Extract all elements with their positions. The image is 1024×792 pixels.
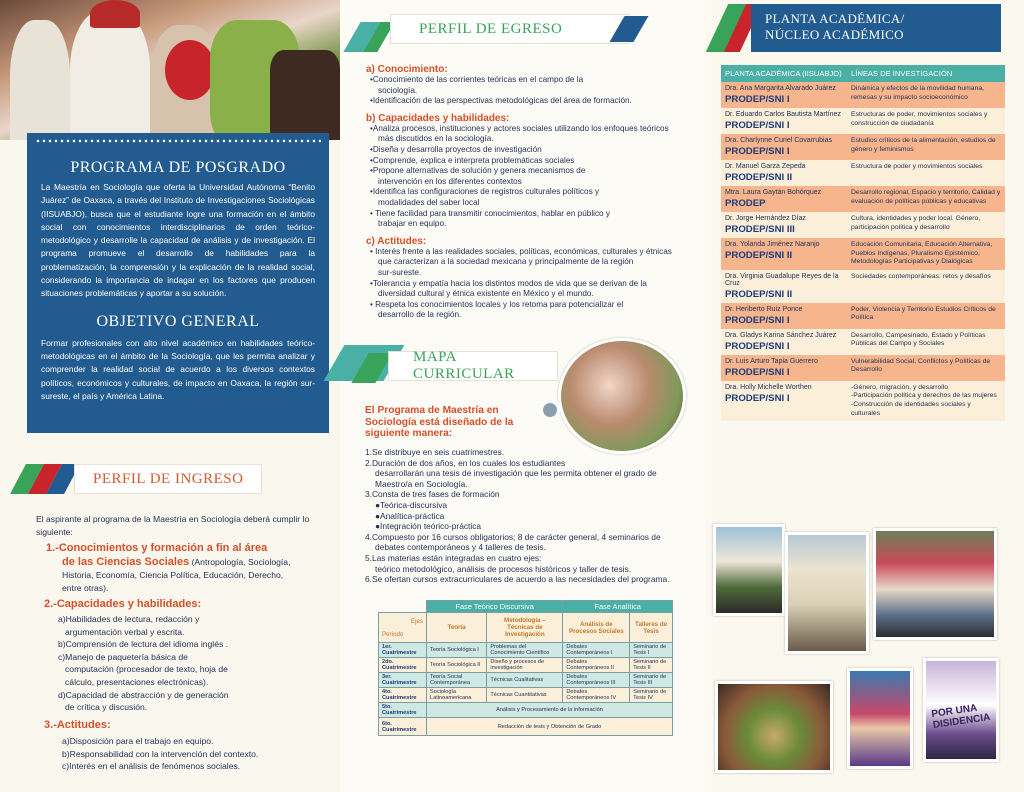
table-cell: Problemas del Conocimiento Científico <box>487 643 563 658</box>
list-item: •Comprende, explica e interpreta problemáticas sociales <box>370 155 575 165</box>
curriculum-table <box>378 600 673 736</box>
faculty-name: Dr. Jorge Hernández Díaz <box>725 215 806 222</box>
faculty-tag: PRODEP/SNI I <box>725 314 790 326</box>
faculty-name-cell <box>721 303 847 329</box>
faculty-tag: PRODEP/SNI II <box>725 250 793 261</box>
faculty-table <box>721 65 1005 421</box>
col-header: Metodología – Técnicas de Investigación <box>487 613 563 643</box>
research-lines: Estructuras de poder, movimientos sociales y construcción de ciudadanía <box>847 108 1005 134</box>
faculty-tag: PRODEP/SNI II <box>725 288 793 300</box>
egreso-content <box>366 64 701 321</box>
faculty-tag: PRODEP <box>725 198 766 209</box>
list-item: trabajar en equipo. <box>378 219 447 229</box>
protest-banner-text: POR UNA DISIDENCIA <box>930 702 992 731</box>
col-header: Análisis de Procesos Sociales <box>563 613 630 643</box>
list-item: 4.Compuesto por 16 cursos obligatorios; 8 de carácter general, 4 seminarios de <box>365 531 661 542</box>
ingreso-1-line3: entre otras). <box>62 583 109 593</box>
list-item: intervención en los diferentes contextos <box>378 176 522 186</box>
list-item: •Tolerancia y empatía hacia los distintos modos de vida que se derivan de la <box>370 278 647 288</box>
ingreso-1-line2: Historia, Economía, Ciencia Política, Educación, Derecho, <box>62 570 284 580</box>
posgrado-box <box>27 133 329 433</box>
faculty-tag: PRODEP/SNI I <box>725 392 790 404</box>
faculty-name: Dra. Holly Michelle Worthen <box>725 383 812 391</box>
period-cell: 5to. Cuatrimestre <box>379 703 427 718</box>
dotted-border-top <box>35 139 321 143</box>
egreso-c-title: c) Actitudes: <box>366 235 427 247</box>
list-item: 1.Se distribuye en seis cuatrimestres. <box>365 447 505 457</box>
research-lines: Poder, Violencia y Territorio Estudios Críticos de Política <box>847 303 1005 329</box>
list-item: modalidades del saber local <box>378 197 480 207</box>
photo-women <box>847 668 913 769</box>
list-item: cálculo, presentaciones electrónicas). <box>65 676 209 687</box>
list-item: •Analiza procesos, instituciones y actores sociales utilizando los enfoques teóricos <box>370 123 669 133</box>
list-item: 6.Se ofertan cursos extracurriculares de acuerdo a las necesidades del programa. <box>365 574 670 585</box>
table-cell: Debates Contemporáneos IV <box>563 688 630 703</box>
faculty-name: Dr. Luis Arturo Tapia Guerrero <box>725 357 818 365</box>
faculty-tag: PRODEP/SNI I <box>725 120 790 131</box>
table-cell: Teoría Sociológica II <box>427 658 487 673</box>
research-lines: Desarrollo regional, Espacio y territorio, Calidad y evaluación de políticas públicas y educativas <box>847 186 1005 212</box>
table-cell: Técnicas Cuantitativas <box>487 688 563 703</box>
ingreso-banner <box>58 464 262 494</box>
ingreso-title: PERFIL DE INGRESO <box>74 464 262 494</box>
faculty-name-cell <box>721 82 847 108</box>
photo-protest <box>923 658 999 762</box>
table-cell: Seminario de Tesis II <box>630 658 673 673</box>
list-item: d)Capacidad de abstracción y de generación <box>58 689 229 700</box>
list-item: desarrollo de la región. <box>378 310 462 320</box>
table-cell: Seminario de Tesis IV <box>630 688 673 703</box>
posgrado-text: La Maestría en Sociología que oferta la Universidad Autónoma “Benito Juárez” de Oaxaca, a través del Instituto de Investigaciones Sociológicas (IISUABJO), busca que el estudiante logre una formación en el ámbito social con conocimientos interdisciplinarios de orden teórico-metodológico y desarrolle la capacidad de análisis y de investigación. El programa promueve el desarrollo de habilidades para la problematización, la comprensión y la explicación de la realidad social, considerando la importancia de indagar en los factores que producen situaciones problemáticas y aportar a su solución. <box>41 182 315 299</box>
mapa-title: MAPA CURRICULAR <box>388 351 558 381</box>
table-cell: Análisis y Procesamiento de la información <box>427 703 673 718</box>
egreso-a-title: a) Conocimiento: <box>366 64 448 75</box>
faculty-name-cell <box>721 134 847 160</box>
dancers-photo <box>0 0 340 140</box>
faculty-row <box>721 355 1005 381</box>
list-item: 5.Las materias están integradas en cuatro ejes: <box>365 552 542 563</box>
faculty-row <box>721 160 1005 186</box>
table-row <box>379 703 673 718</box>
list-item: diversidad cultural y étnica existente en México y el mundo. <box>378 289 594 299</box>
faculty-tag: PRODEP/SNI III <box>725 224 795 235</box>
faculty-tag: PRODEP/SNI I <box>725 146 790 157</box>
list-item: •Identifica las configuraciones de registros culturales políticos y <box>370 187 600 197</box>
research-lines: Estudios críticos de la alimentación, estudios de género y feminismos <box>847 134 1005 160</box>
planta-banner <box>717 4 997 52</box>
list-item: de crítica y discusión. <box>65 702 148 713</box>
egreso-title: PERFIL DE EGRESO <box>390 14 630 44</box>
col-header: Teoría <box>427 613 487 643</box>
list-item: •Diseña y desarrolla proyectos de investigación <box>370 144 542 154</box>
ingreso-1-text: (Antropología, Sociología, <box>189 557 291 567</box>
mapa-list <box>365 447 695 585</box>
list-item: b)Responsabilidad con la intervención del contexto. <box>62 748 259 759</box>
faculty-tag: PRODEP/SNI I <box>725 94 790 105</box>
list-item: a)Disposición para el trabajo en equipo. <box>62 736 214 746</box>
ingreso-3-list <box>62 735 258 773</box>
list-item: argumentación verbal y escrita. <box>65 626 185 637</box>
period-cell: 3er. Cuatrimestre <box>379 673 427 688</box>
research-lines: Dinámica y efectos de la movilidad humana, remesas y su impacto socioeconómico <box>847 82 1005 108</box>
table-cell: Debates Contemporáneos II <box>563 658 630 673</box>
ingreso-1-line1 <box>62 556 290 568</box>
faculty-name: Dra. Charlynne Curiel Covarrubias <box>725 137 832 144</box>
list-item: ●Integración teórico-práctica <box>375 521 482 532</box>
period-cell: 6to. Cuatrimestre <box>379 718 427 736</box>
list-item: • Tiene facilidad para transmitir conocimientos, hablar en público y <box>370 208 610 218</box>
faculty-row <box>721 82 1005 108</box>
table-cell: Teoría Sociológica I <box>427 643 487 658</box>
list-item: debates contemporáneos y 4 talleres de tesis. <box>375 542 546 553</box>
list-item: sur-sureste. <box>378 267 422 277</box>
list-item: más discutidos en la sociología. <box>378 134 494 144</box>
table-cell: Seminario de Tesis III <box>630 673 673 688</box>
table-cell: Debates Contemporáneos III <box>563 673 630 688</box>
faculty-name: Dra. Gladys Karina Sánchez Juárez <box>725 331 837 339</box>
faculty-tag: PRODEP/SNI II <box>725 172 793 183</box>
students-photo <box>558 338 686 454</box>
photo-altar <box>715 681 833 773</box>
research-lines: Sociedades contemporáneas: retos y desafíos <box>847 270 1005 303</box>
list-item: que caracterizan a la sociedad mexicana y principalmente de la región <box>378 257 634 267</box>
ingreso-1-title2: de las Ciencias Sociales <box>62 556 190 568</box>
mapa-banner <box>340 345 555 381</box>
photo-dot <box>540 400 560 420</box>
faculty-row <box>721 270 1005 303</box>
table-cell: Teoría Social Contemporánea <box>427 673 487 688</box>
faculty-name-cell <box>721 160 847 186</box>
photo-gathering <box>873 528 997 640</box>
list-item: sociología. <box>378 85 418 95</box>
list-item: c)Interés en el análisis de fenómenos sociales. <box>62 761 241 772</box>
table-cell: Redacción de tesis y Obtención de Grado <box>427 718 673 736</box>
faculty-tag: PRODEP/SNI I <box>725 340 790 352</box>
period-cell: 1er. Cuatrimestre <box>379 643 427 658</box>
planta-title <box>765 11 905 43</box>
photo-elders <box>713 524 785 616</box>
column-right <box>705 0 1024 792</box>
list-item: desarrollarán una tesis de investigación que les permita obtener el grado de <box>375 468 657 479</box>
table-cell: Debates Contemporáneos I <box>563 643 630 658</box>
phase-1-header: Fase Teórico Discursiva <box>427 601 563 613</box>
faculty-name-cell <box>721 355 847 381</box>
faculty-row <box>721 303 1005 329</box>
objetivo-text: Formar profesionales con alto nivel académico en habilidades teórico-metodológicas en el ámbito de la Sociología, que les permita analizar y comprender la realidad social de acuerdo a los diversos contextos políticos, económicos y culturales, de impacto en Oaxaca, la región sur-sureste, el país y América Latina. <box>41 337 315 401</box>
planta-title-line1: PLANTA ACADÉMICA/ <box>765 11 905 26</box>
research-lines: Vulnerabilidad Social, Conflictos y Políticas de Desarrollo <box>847 355 1005 381</box>
list-item: Maestro/a en Sociología. <box>375 478 468 489</box>
faculty-row <box>721 329 1005 355</box>
mapa-intro: El Programa de Maestría en Sociología está diseñado de la siguiente manera: <box>365 405 514 439</box>
faculty-name-cell <box>721 186 847 212</box>
faculty-name-cell <box>721 238 847 270</box>
faculty-name: Dra. Yolanda Jiménez Naranjo <box>725 241 820 248</box>
faculty-row <box>721 108 1005 134</box>
faculty-name: Dr. Eduardo Carlos Bautista Martínez <box>725 111 841 118</box>
table-row <box>379 643 673 658</box>
column-middle <box>340 0 705 792</box>
faculty-name-cell <box>721 212 847 238</box>
table-cell: Seminario de Tesis I <box>630 643 673 658</box>
objetivo-title: OBJETIVO GENERAL <box>96 312 260 330</box>
egreso-b-title: b) Capacidades y habilidades: <box>366 112 510 124</box>
planta-title-line2: NÚCLEO ACADÉMICO <box>765 27 904 42</box>
ejes-periodo-cell <box>379 613 427 643</box>
faculty-row <box>721 134 1005 160</box>
phase-2-header: Fase Analítica <box>563 601 673 613</box>
faculty-tag: PRODEP/SNI I <box>725 366 790 378</box>
faculty-name-cell <box>721 108 847 134</box>
list-item: c)Manejo de paquetería básica de <box>58 651 188 662</box>
list-item: ●Teórica-discursiva <box>375 499 448 510</box>
ingreso-intro: El aspirante al programa de la Maestría en Sociología deberá cumplir lo siguiente: <box>36 514 310 537</box>
table-row <box>379 673 673 688</box>
ingreso-2-title: 2.-Capacidades y habilidades: <box>44 598 202 610</box>
faculty-name: Dra. Virginia Guadalupe Reyes de la Cruz <box>725 272 839 287</box>
faculty-name-cell <box>721 381 847 421</box>
list-item: 2.Duración de dos años, en los cuales los estudiantes <box>365 457 566 468</box>
list-item: •Identificación de las perspectivas metodológicas del área de formación. <box>370 96 632 106</box>
table-cell: Sociología Latinoamericana <box>427 688 487 703</box>
faculty-row <box>721 212 1005 238</box>
egreso-banner <box>390 12 655 44</box>
research-lines: -Género, migración, y desarrollo -Participación política y derechos de las mujeres -Construcción de identidades sociales y culturales <box>847 381 1005 421</box>
table-cell: Técnicas Cualitativas <box>487 673 563 688</box>
faculty-name-cell <box>721 329 847 355</box>
ingreso-3-title: 3.-Actitudes: <box>44 719 111 731</box>
periodo-label: Periodo <box>382 630 404 638</box>
faculty-header: PLANTA ACADÉMICA (IISUABJO) <box>721 65 847 82</box>
research-lines: Educación Comunitaria, Educación Alternativa, Pueblos Indígenas, Pluralismo Epistémico, Metodologías Participativas y Dialógicas <box>847 238 1005 270</box>
faculty-row <box>721 238 1005 270</box>
faculty-row <box>721 186 1005 212</box>
list-item: •Propone alternativas de solución y genera mecanismos de <box>370 166 586 176</box>
faculty-name: Dr. Manuel Garza Zepeda <box>725 163 806 170</box>
list-item: computación (procesador de texto, hoja de <box>65 664 228 675</box>
posgrado-title: PROGRAMA DE POSGRADO <box>70 159 286 176</box>
list-item: b)Comprensión de lectura del idioma inglés . <box>58 639 229 650</box>
column-left <box>0 0 340 792</box>
table-row <box>379 718 673 736</box>
lines-header: LÍNEAS DE INVESTIGACIÓN <box>847 65 1005 82</box>
table-corner <box>379 601 427 613</box>
faculty-row <box>721 381 1005 421</box>
faculty-name: Dra. Ana Margarita Alvarado Juárez <box>725 85 836 92</box>
research-lines: Cultura, identidades y poder local. Género, participación política y desarrollo <box>847 212 1005 238</box>
list-item: • Respeta los conocimientos locales y los retoma para potencializar el <box>370 299 624 309</box>
list-item: 3.Consta de tres fases de formación <box>365 489 500 500</box>
list-item: •Conocimiento de las corrientes teóricas en el campo de la <box>370 75 584 84</box>
ingreso-1-title: 1.-Conocimientos y formación a fin al área <box>46 542 268 554</box>
faculty-name: Dr. Heriberto Ruiz Ponce <box>725 305 803 313</box>
ejes-label: Ejes <box>410 617 423 625</box>
faculty-name: Mtra. Laura Gaytán Bohórquez <box>725 189 822 196</box>
period-cell: 4to. Cuatrimestre <box>379 688 427 703</box>
ingreso-2-list <box>58 613 229 714</box>
list-item: a)Habilidades de lectura, redacción y <box>58 614 200 624</box>
list-item: teórico metodológico, análisis de procesos históricos y taller de tesis. <box>375 563 632 574</box>
photo-market <box>785 532 869 654</box>
col-header: Talleres de Tesis <box>630 613 673 643</box>
research-lines: Desarrollo, Campesinado, Estado y Políticas Públicas del Campo y Sociales <box>847 329 1005 355</box>
faculty-name-cell <box>721 270 847 303</box>
list-item: ●Analítica-práctica <box>375 510 445 521</box>
table-row <box>379 688 673 703</box>
period-cell: 2do. Cuatrimestre <box>379 658 427 673</box>
table-cell: Diseño y procesos de investigación <box>487 658 563 673</box>
list-item: • Interés frente a las realidades sociales, políticas, económicas, culturales y étnicas <box>370 246 672 256</box>
table-row <box>379 658 673 673</box>
research-lines: Estructura de poder y movimientos sociales <box>847 160 1005 186</box>
